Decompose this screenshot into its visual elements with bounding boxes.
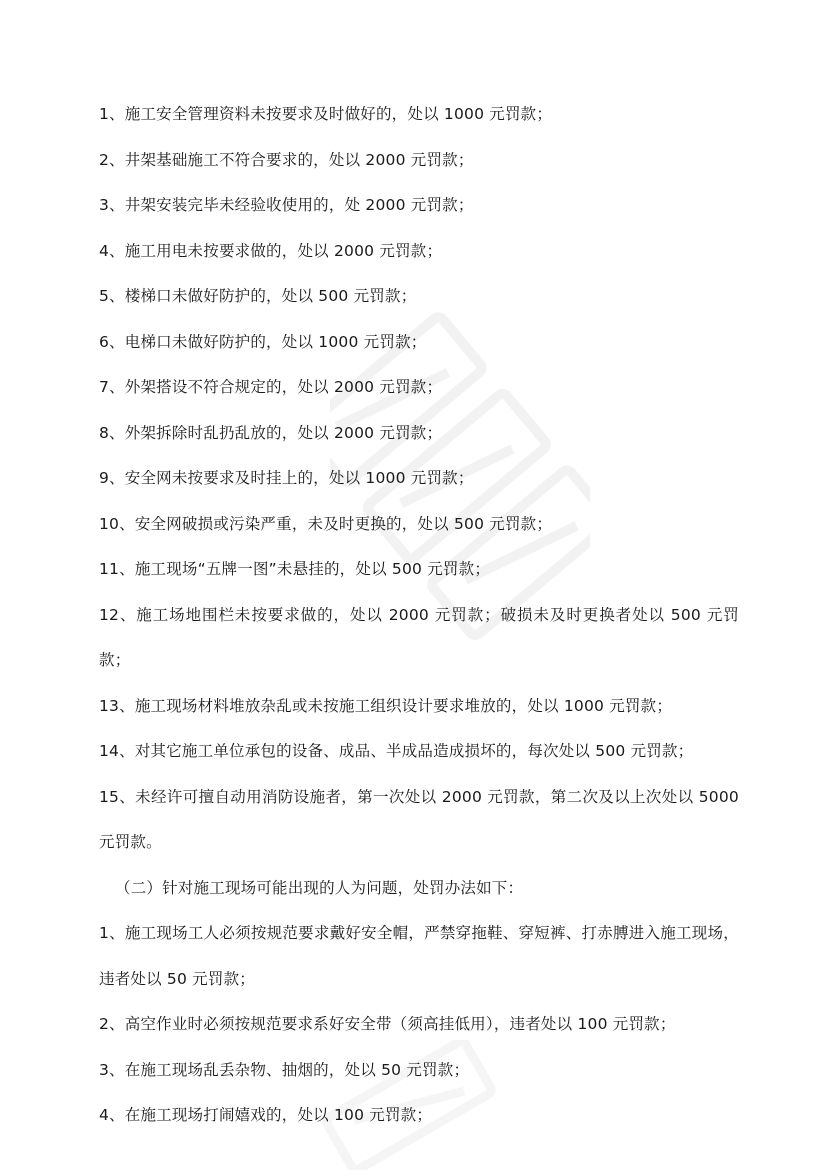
list-item: 1、施工安全管理资料未按要求及时做好的，处以 1000 元罚款； <box>99 105 553 123</box>
section-heading: （二）针对施工现场可能出现的人为问题，处罚办法如下： <box>115 878 524 897</box>
list-item: 12、施工场地围栏未按要求做的，处以 2000 元罚款；破损未及时更换者处以 500 元罚款； <box>99 605 739 669</box>
list-item: 7、外架搭设不符合规定的，处以 2000 元罚款； <box>99 378 443 396</box>
list-item: 10、安全网破损或污染严重，未及时更换的，处以 500 元罚款； <box>99 514 553 533</box>
list-item: 14、对其它施工单位承包的设备、成品、半成品造成损坏的，每次处以 500 元罚款； <box>99 742 694 760</box>
list-item: 2、高空作业时必须按规范要求系好安全带（须高挂低用），违者处以 100 元罚款； <box>99 1015 676 1033</box>
list-item: 1、施工现场工人必须按规范要求戴好安全帽，严禁穿拖鞋、穿短裤、打赤膊进入施工现场，违者处以 50 元罚款； <box>99 924 739 988</box>
list-item: 8、外架拆除时乱扔乱放的，处以 2000 元罚款； <box>99 423 443 442</box>
list-item: 9、安全网未按要求及时挂上的，处以 1000 元罚款； <box>99 469 474 487</box>
document-body <box>99 92 739 1139</box>
list-item: 4、在施工现场打闹嬉戏的，处以 100 元罚款； <box>99 1106 433 1124</box>
list-item: 3、井架安装完毕未经验收使用的，处 2000 元罚款； <box>99 196 474 214</box>
list-item: 13、施工现场材料堆放杂乱或未按施工组织设计要求堆放的，处以 1000 元罚款； <box>99 696 673 715</box>
list-item: 6、电梯口未做好防护的，处以 1000 元罚款； <box>99 332 427 351</box>
list-item: 2、井架基础施工不符合要求的，处以 2000 元罚款； <box>99 150 474 169</box>
list-item: 5、楼梯口未做好防护的，处以 500 元罚款； <box>99 287 417 305</box>
list-item: 15、未经许可擅自动用消防设施者，第一次处以 2000 元罚款，第二次及以上次处以 5000 元罚款。 <box>99 787 739 851</box>
list-item: 3、在施工现场乱丢杂物、抽烟的，处以 50 元罚款； <box>99 1060 470 1079</box>
list-item: 11、施工现场“五牌一图”未悬挂的，处以 500 元罚款； <box>99 560 491 578</box>
list-item: 4、施工用电未按要求做的，处以 2000 元罚款； <box>99 241 443 260</box>
